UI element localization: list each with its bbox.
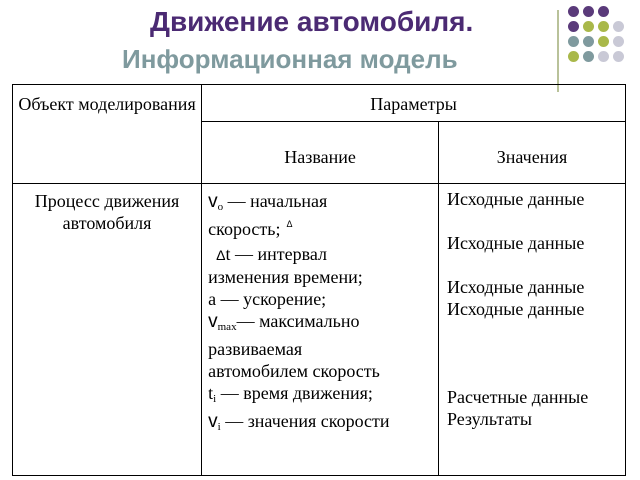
vi-symbol: v: [208, 411, 218, 432]
param-dt: [208, 243, 434, 266]
decor-dot: [568, 36, 579, 47]
delta-icon: Δ: [216, 247, 226, 263]
vmax-symbol: v: [208, 311, 218, 332]
decor-dot: [583, 6, 594, 17]
decorative-divider: [557, 10, 559, 92]
values-cell: [438, 184, 625, 476]
decor-dot: [598, 36, 609, 47]
decor-dot: [568, 21, 579, 32]
dt-text: t — интервал: [225, 244, 327, 264]
header-name: Название: [284, 147, 356, 168]
ti-symbol: t: [208, 383, 214, 403]
header-object: Объект моделирования: [18, 94, 196, 114]
spacer: [447, 320, 625, 386]
object-cell: [13, 184, 202, 476]
value-a: Исходные данные: [446, 277, 585, 297]
decor-dot: [598, 6, 609, 17]
information-model-table: [12, 84, 626, 476]
v0-text: — начальная: [223, 191, 328, 211]
header-params: Параметры: [370, 94, 457, 114]
vmax-text: — максимально: [236, 311, 360, 331]
header-object-cell: [13, 85, 202, 184]
decor-dot: [613, 36, 624, 47]
vi-subscript: i: [217, 421, 221, 433]
vi-text: — значения скорости: [220, 411, 390, 431]
param-vi: [208, 410, 434, 438]
decor-dot: [568, 6, 579, 17]
v0-subscript: o: [217, 201, 224, 213]
value-vi: Результаты: [446, 409, 532, 429]
names-cell: [202, 184, 439, 476]
param-v0: [208, 190, 434, 218]
header-values: Значения: [496, 147, 568, 168]
ti-subscript: i: [213, 393, 217, 405]
param-dt-cont: изменения времени;: [208, 267, 363, 287]
param-v0-cont: [208, 218, 434, 243]
decor-dot: [598, 21, 609, 32]
title-line-1: Движение автомобиля.: [150, 6, 474, 37]
decor-dot: [583, 36, 594, 47]
v0-text-2: скорость;: [208, 219, 281, 239]
header-values-cell: [438, 122, 625, 184]
header-params-cell: [202, 85, 626, 122]
decor-dot: [598, 51, 609, 62]
value-dt: Исходные данные: [446, 233, 585, 253]
decor-dot: [568, 51, 579, 62]
title-line-2: Информационная модель: [122, 44, 458, 74]
value-ti: Расчетные данные: [446, 387, 589, 407]
value-v0: Исходные данные: [446, 189, 585, 209]
decor-dot: [583, 21, 594, 32]
param-a: a — ускорение;: [208, 289, 327, 309]
param-vmax-cont: развиваемая: [208, 339, 303, 359]
decor-dot: [613, 51, 624, 62]
ti-text: — время движения;: [216, 383, 373, 403]
spacer: [447, 210, 625, 232]
delta-small-icon: Δ: [286, 219, 293, 229]
param-ti: [208, 382, 434, 410]
v0-symbol: v: [208, 191, 218, 212]
value-vmax: Исходные данные: [446, 299, 585, 319]
vmax-subscript: max: [217, 321, 237, 333]
decor-dot: [583, 51, 594, 62]
decor-dot: [613, 21, 624, 32]
param-vmax-cont-2: автомобилем скорость: [208, 361, 380, 381]
spacer: [447, 254, 625, 276]
header-name-cell: [202, 122, 439, 184]
object-text: Процесс движения автомобиля: [34, 191, 180, 233]
param-vmax: [208, 310, 434, 338]
